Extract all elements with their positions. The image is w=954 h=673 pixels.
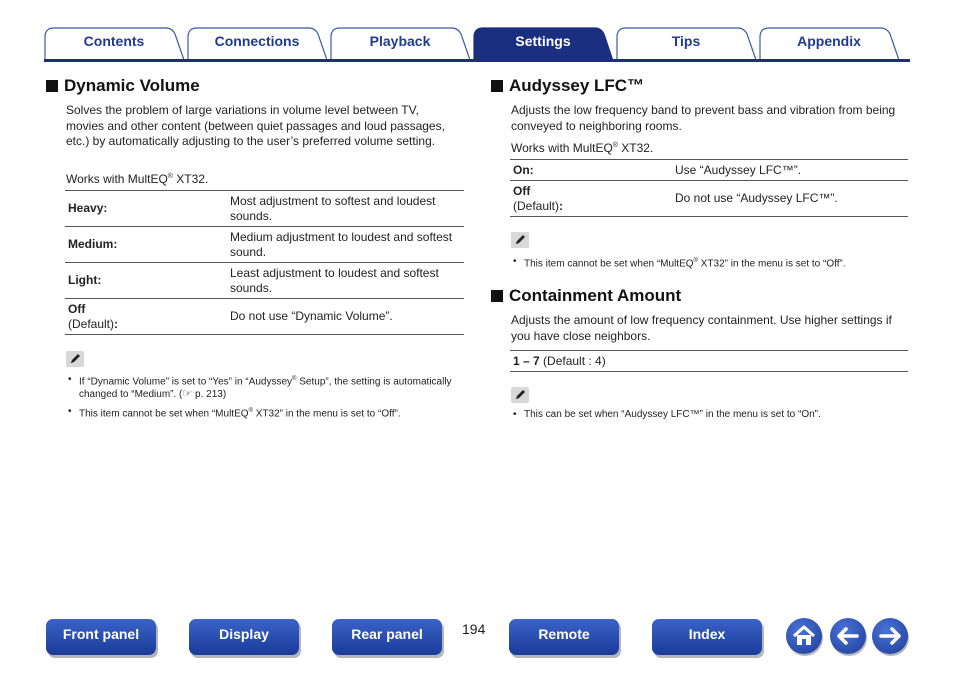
heading-text: Containment Amount	[509, 286, 682, 305]
table-row	[65, 299, 464, 335]
page-number: 194	[462, 621, 486, 637]
table-row	[65, 263, 464, 299]
list-item	[67, 405, 462, 420]
registered-mark: ®	[248, 408, 253, 415]
note-pencil-icon	[511, 232, 529, 248]
rear-panel-button[interactable]: Rear panel	[332, 619, 442, 655]
range-default: (Default : 4)	[539, 353, 606, 368]
tab-contents[interactable]	[44, 27, 184, 60]
tab-label: Appendix	[797, 33, 861, 49]
heading-text: Audyssey LFC™	[509, 76, 645, 95]
tab-label: Connections	[214, 33, 300, 49]
audyssey-lfc-notes	[512, 255, 907, 274]
option-value: Most adjustment to softest and loudest sounds.	[224, 191, 464, 227]
tab-bar	[44, 27, 910, 61]
note-text: XT32” in the menu is set to “Off”.	[697, 258, 846, 270]
heading-text: Dynamic Volume	[64, 76, 200, 95]
index-button[interactable]: Index	[652, 619, 762, 655]
front-panel-button[interactable]: Front panel	[46, 619, 156, 655]
note-text: This item cannot be set when “MultEQ	[79, 408, 249, 420]
tab-label: Contents	[83, 33, 145, 49]
works-text: Works with MultEQ	[511, 141, 613, 155]
option-key: Medium:	[65, 227, 224, 263]
display-button[interactable]: Display	[189, 619, 299, 655]
containment-table	[510, 350, 908, 372]
tab-connections[interactable]	[187, 27, 327, 60]
note-text: Setup”, the setting is automatically changed to “Medium”. (	[79, 376, 452, 401]
table-row	[65, 191, 464, 227]
section-heading-dynamic-volume	[46, 76, 200, 96]
option-key	[65, 299, 224, 335]
arrow-left-icon[interactable]	[830, 618, 866, 654]
option-value: Do not use “Audyssey LFC™”.	[669, 181, 908, 217]
audyssey-lfc-table	[510, 159, 908, 217]
home-icon[interactable]	[786, 618, 822, 654]
option-value: Use “Audyssey LFC™”.	[669, 160, 908, 181]
option-value: Least adjustment to loudest and softest sounds.	[224, 263, 464, 299]
tab-appendix[interactable]	[759, 27, 899, 60]
audyssey-lfc-compatibility	[511, 138, 901, 157]
option-key: On:	[510, 160, 669, 181]
works-suffix: XT32.	[172, 172, 209, 186]
table-row	[510, 351, 908, 372]
tab-settings[interactable]	[473, 27, 613, 60]
registered-mark: ®	[612, 142, 618, 149]
works-text: Works with MultEQ	[66, 172, 168, 186]
option-key: Heavy:	[65, 191, 224, 227]
option-key	[510, 181, 669, 217]
works-suffix: XT32.	[617, 141, 654, 155]
page-reference-link[interactable]: p. 213)	[192, 389, 227, 401]
note-pencil-icon	[511, 387, 529, 403]
heading-square-icon	[46, 80, 58, 92]
tab-playback[interactable]	[330, 27, 470, 60]
range-cell	[510, 351, 908, 372]
heading-square-icon	[491, 80, 503, 92]
tab-tips[interactable]	[616, 27, 756, 60]
pointing-hand-icon[interactable]: ☞	[182, 388, 193, 401]
dynamic-volume-description: Solves the problem of large variations in volume level between TV, movies and other content (between quiet passages and loud passages, etc.) by automatically adjusting to the user’s preferred volume setting.	[66, 103, 445, 148]
registered-mark: ®	[292, 376, 297, 382]
option-value: Medium adjustment to loudest and softest sound.	[224, 227, 464, 263]
registered-mark: ®	[167, 173, 173, 180]
list-item: • This can be set when “Audyssey LFC™” in the menu is set to “On”.	[512, 408, 907, 421]
option-value: Do not use “Dynamic Volume”.	[224, 299, 464, 335]
section-heading-containment-amount	[491, 286, 681, 306]
tab-label: Tips	[671, 33, 701, 49]
containment-description: Adjusts the amount of low frequency containment. Use higher settings if you have close neighbors.	[511, 313, 892, 343]
colon: :	[559, 198, 564, 213]
note-text: This item cannot be set when “MultEQ	[524, 258, 694, 270]
list-item	[67, 373, 462, 401]
option-key-text: Off	[513, 183, 531, 198]
tab-label: Settings	[515, 33, 571, 49]
heading-square-icon	[491, 290, 503, 302]
default-label: (Default)	[68, 316, 115, 331]
option-key: Light:	[65, 263, 224, 299]
table-row	[510, 160, 908, 181]
registered-mark: ®	[693, 258, 698, 264]
dynamic-volume-compatibility	[66, 169, 456, 188]
dynamic-volume-notes	[67, 373, 462, 425]
note-text: If “Dynamic Volume” is set to “Yes” in “Audyssey	[79, 376, 293, 388]
option-key-text: Off	[68, 301, 86, 316]
arrow-right-icon[interactable]	[872, 618, 908, 654]
table-row	[510, 181, 908, 217]
audyssey-lfc-description: Adjusts the low frequency band to prevent bass and vibration from being conveyed to neighboring rooms.	[511, 103, 896, 133]
range-value: 1 – 7	[513, 353, 540, 368]
tab-underline	[44, 59, 910, 62]
default-label: (Default)	[513, 198, 560, 213]
note-text: XT32” in the menu is set to “Off”.	[252, 408, 401, 420]
colon: :	[114, 316, 119, 331]
note-pencil-icon	[66, 351, 84, 367]
list-item	[512, 255, 907, 270]
remote-button[interactable]: Remote	[509, 619, 619, 655]
table-row	[65, 227, 464, 263]
dynamic-volume-table	[65, 190, 464, 335]
containment-notes	[512, 408, 907, 425]
section-heading-audyssey-lfc	[491, 76, 644, 96]
tab-label: Playback	[369, 33, 431, 49]
